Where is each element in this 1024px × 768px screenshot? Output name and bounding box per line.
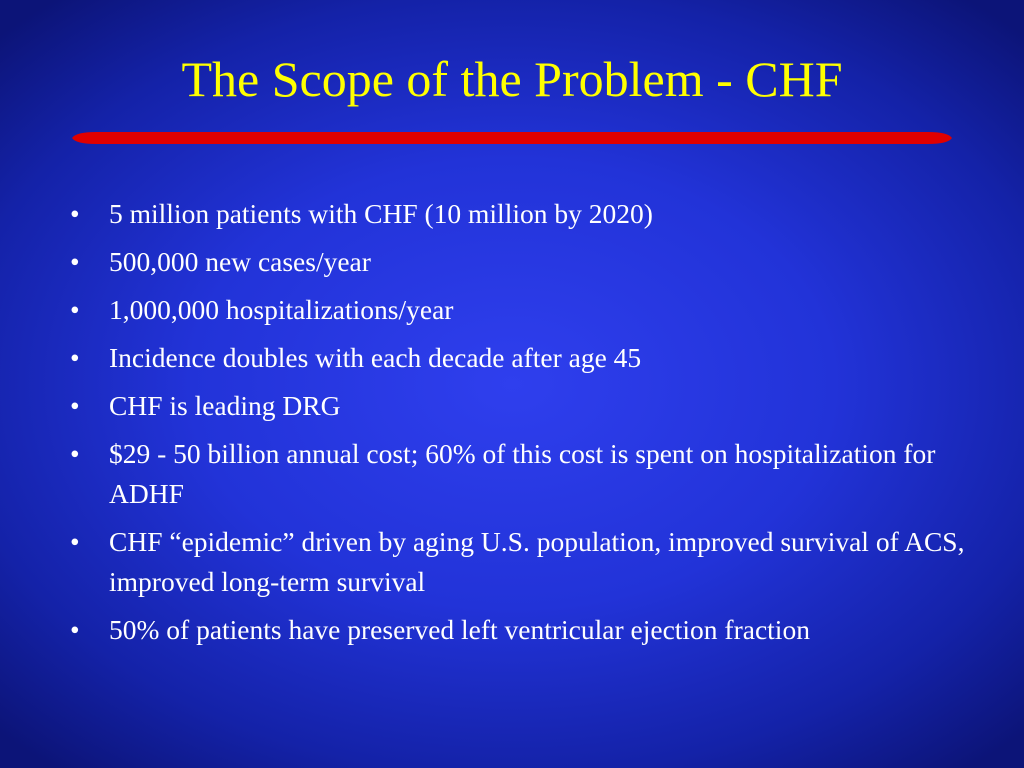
bullet-text: $29 - 50 billion annual cost; 60% of this cost is spent on hospitalization for ADHF xyxy=(109,438,936,509)
bullet-mark: • xyxy=(70,198,80,229)
bullet-mark: • xyxy=(70,246,80,277)
bullet-item xyxy=(70,386,970,426)
slide-title: The Scope of the Problem - CHF xyxy=(181,51,843,107)
bullet-item xyxy=(70,242,970,282)
bullet-mark: • xyxy=(70,438,80,469)
bullet-text: 500,000 new cases/year xyxy=(109,246,371,277)
bullet-mark: • xyxy=(70,390,80,421)
bullet-mark: • xyxy=(70,342,80,373)
bullet-text: 5 million patients with CHF (10 million by 2020) xyxy=(109,198,653,229)
bullet-item xyxy=(70,522,970,602)
bullet-item xyxy=(70,194,970,234)
bullet-text: 50% of patients have preserved left ventricular ejection fraction xyxy=(109,614,810,645)
bullet-item xyxy=(70,290,970,330)
bullet-mark: • xyxy=(70,526,80,557)
bullet-text: Incidence doubles with each decade after age 45 xyxy=(109,342,642,373)
title-underline xyxy=(72,132,952,146)
title-underline-shape xyxy=(72,132,952,144)
bullet-text: CHF is leading DRG xyxy=(109,390,341,421)
bullet-item xyxy=(70,610,970,650)
bullet-item xyxy=(70,338,970,378)
bullet-mark: • xyxy=(70,294,80,325)
bullet-item xyxy=(70,434,970,514)
bullet-text: CHF “epidemic” driven by aging U.S. population, improved survival of ACS, improved long-term survival xyxy=(109,526,965,597)
bullet-mark: • xyxy=(70,614,80,645)
bullet-list xyxy=(70,194,970,658)
bullet-text: 1,000,000 hospitalizations/year xyxy=(109,294,454,325)
